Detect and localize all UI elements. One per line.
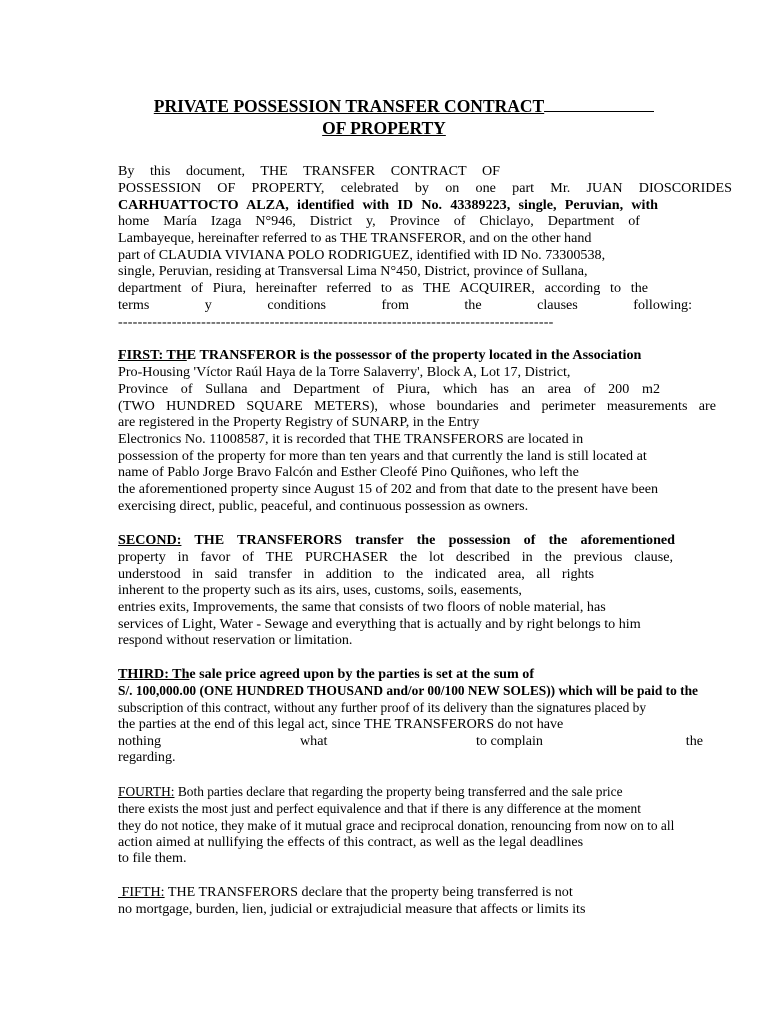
third-word-to-complain: to complain xyxy=(476,733,543,749)
fifth-label: FIFTH: xyxy=(118,884,165,900)
third-line-6: regarding. xyxy=(118,749,176,765)
fourth-label: FOURTH: xyxy=(118,784,175,799)
first-line-5: are registered in the Property Registry of SUNARP, in the Entry xyxy=(118,414,480,430)
intro-line-3: CARHUATTOCTO ALZA, identified with ID No. 43389223, single, Peruvian, with xyxy=(118,197,658,213)
intro-line-8: department of Piura, hereinafter referred to as THE ACQUIRER, according to the xyxy=(118,280,648,296)
fourth-line-1 xyxy=(118,783,623,800)
third-word-the: the xyxy=(685,733,703,749)
first-line-3: Province of Sullana and Department of Piura, which has an area of 200 m2 xyxy=(118,381,660,397)
first-label: FIRST: TH xyxy=(118,347,187,363)
second-label: SECOND: xyxy=(118,532,182,548)
fourth-line-2: there exists the most just and perfect equivalence and that if there is any difference at the moment xyxy=(118,801,641,816)
intro-line-9: terms y conditions from the clauses following: xyxy=(118,297,692,313)
intro-line-4: home María Izaga N°946, District y, Province of Chiclayo, Department of xyxy=(118,213,640,229)
fourth-line-1-text: Both parties declare that regarding the property being transferred and the sale price xyxy=(174,784,623,799)
fifth-line-2: no mortgage, burden, lien, judicial or extrajudicial measure that affects or limits its xyxy=(118,901,586,917)
title-line-1-text: PRIVATE POSSESSION TRANSFER CONTRACT xyxy=(153,96,545,116)
first-line-1 xyxy=(118,347,641,364)
third-line-4: the parties at the end of this legal act, since THE TRANSFERORS do not have xyxy=(118,716,564,732)
second-line-1-text: THE TRANSFERORS transfer the possession of the aforementioned xyxy=(181,532,675,548)
fourth-line-3: they do not notice, they make of it mutual grace and reciprocal donation, renouncing from now on to all xyxy=(118,818,675,833)
second-line-7: respond without reservation or limitation. xyxy=(118,632,353,648)
title-underline-gap xyxy=(544,97,654,112)
third-line-1-text: e sale price agreed upon by the parties is set at the sum of xyxy=(189,666,535,682)
third-label: THIRD: Th xyxy=(118,666,190,682)
third-word-nothing: nothing xyxy=(118,733,162,749)
intro-line-2: POSSESSION OF PROPERTY, celebrated by on one part Mr. JUAN DIOSCORIDES xyxy=(118,180,732,196)
first-line-4: (TWO HUNDRED SQUARE METERS), whose boundaries and perimeter measurements are xyxy=(118,398,716,414)
fourth-line-4: action aimed at nullifying the effects of this contract, as well as the legal deadlines xyxy=(118,834,584,850)
title-line-2: OF PROPERTY xyxy=(322,118,446,138)
third-line-1 xyxy=(118,666,534,683)
third-word-what: what xyxy=(300,733,328,749)
fifth-line-1-text: THE TRANSFERORS declare that the property being transferred is not xyxy=(164,884,573,900)
third-line-3: subscription of this contract, without any further proof of its delivery than the signatures placed by xyxy=(118,700,647,715)
title-line-1 xyxy=(0,96,768,117)
intro-line-5: Lambayeque, hereinafter referred to as THE TRANSFEROR, and on the other hand xyxy=(118,230,592,246)
fourth-line-5: to file them. xyxy=(118,850,187,866)
first-line-1-text: E TRANSFEROR is the possessor of the property located in the Association xyxy=(186,347,642,363)
first-line-6: Electronics No. 11008587, it is recorded that THE TRANSFERORS are located in xyxy=(118,431,584,447)
fifth-line-1 xyxy=(118,884,573,901)
first-line-9: the aforementioned property since August 15 of 202 and from that date to the present have been xyxy=(118,481,659,497)
intro-line-7: single, Peruvian, residing at Transversal Lima N°450, District, province of Sullana, xyxy=(118,263,588,279)
intro-line-1: By this document, THE TRANSFER CONTRACT OF xyxy=(118,163,500,179)
first-line-7: possession of the property for more than ten years and that currently the land is still located at xyxy=(118,448,647,464)
first-line-10: exercising direct, public, peaceful, and continuous possession as owners. xyxy=(118,498,529,514)
second-line-6: services of Light, Water - Sewage and everything that is actually and by right belongs to him xyxy=(118,616,641,632)
first-line-8: name of Pablo Jorge Bravo Falcón and Esther Cleofé Pino Quiñones, who left the xyxy=(118,464,579,480)
second-line-1 xyxy=(118,532,675,549)
third-line-2: S/. 100,000.00 (ONE HUNDRED THOUSAND and/or 00/100 NEW SOLES)) which will be paid to the xyxy=(118,683,698,698)
intro-separator: ----------------------------------------------------------------------------------------- xyxy=(118,314,554,330)
first-line-2: Pro-Housing 'Víctor Raúl Haya de la Torre Salaverry', Block A, Lot 17, District, xyxy=(118,364,571,380)
second-line-5: entries exits, Improvements, the same that consists of two floors of noble material, has xyxy=(118,599,606,615)
intro-line-6: part of CLAUDIA VIVIANA POLO RODRIGUEZ, identified with ID No. 73300538, xyxy=(118,247,606,263)
second-line-2: property in favor of THE PURCHASER the lot described in the previous clause, xyxy=(118,549,673,565)
second-line-4: inherent to the property such as its airs, uses, customs, soils, easements, xyxy=(118,582,522,598)
second-line-3: understood in said transfer in addition to the indicated area, all rights xyxy=(118,566,594,582)
